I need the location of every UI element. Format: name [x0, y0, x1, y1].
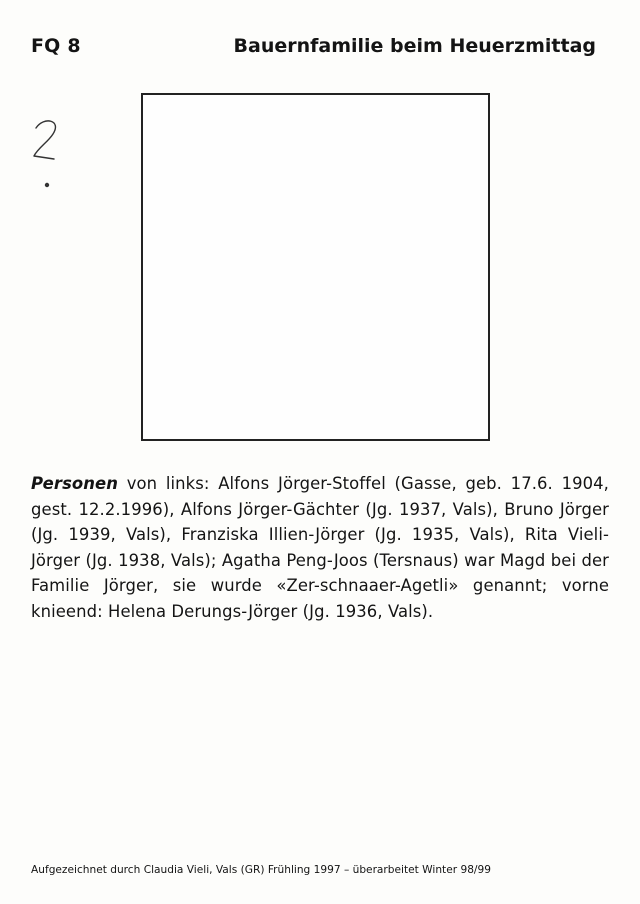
document-title: Bauernfamilie beim Heuerzmittag — [233, 35, 596, 57]
document-code: FQ 8 — [31, 35, 81, 57]
caption-lead: Personen — [31, 474, 119, 493]
handwritten-number-mark — [26, 112, 66, 194]
caption-body: von links: Alfons Jörger-Stoffel (Gasse, geb. 17.6. 1904, gest. 12.2.1996), Alfons Jörger-Gächter (Jg. 1937, Vals), Bruno Jörger (Jg. 1939, Vals), Franziska Illien-Jörger (Jg. 1935, Vals), Rita Vieli-Jörger (Jg. 1938, Vals); Agatha Peng-Joos (Tersnaus) war Magd bei der Familie Jörger, sie wurde «Zer-schnaaer-Agetli» genannt; vorne knieend: Helena Derungs-Jörger (Jg. 1936, Vals). — [31, 474, 609, 621]
footer-credit: Aufgezeichnet durch Claudia Vieli, Vals (GR) Frühling 1997 – überarbeitet Winter 98/99 — [31, 864, 491, 876]
photo-placeholder-frame — [141, 93, 490, 441]
persons-caption — [31, 471, 609, 624]
